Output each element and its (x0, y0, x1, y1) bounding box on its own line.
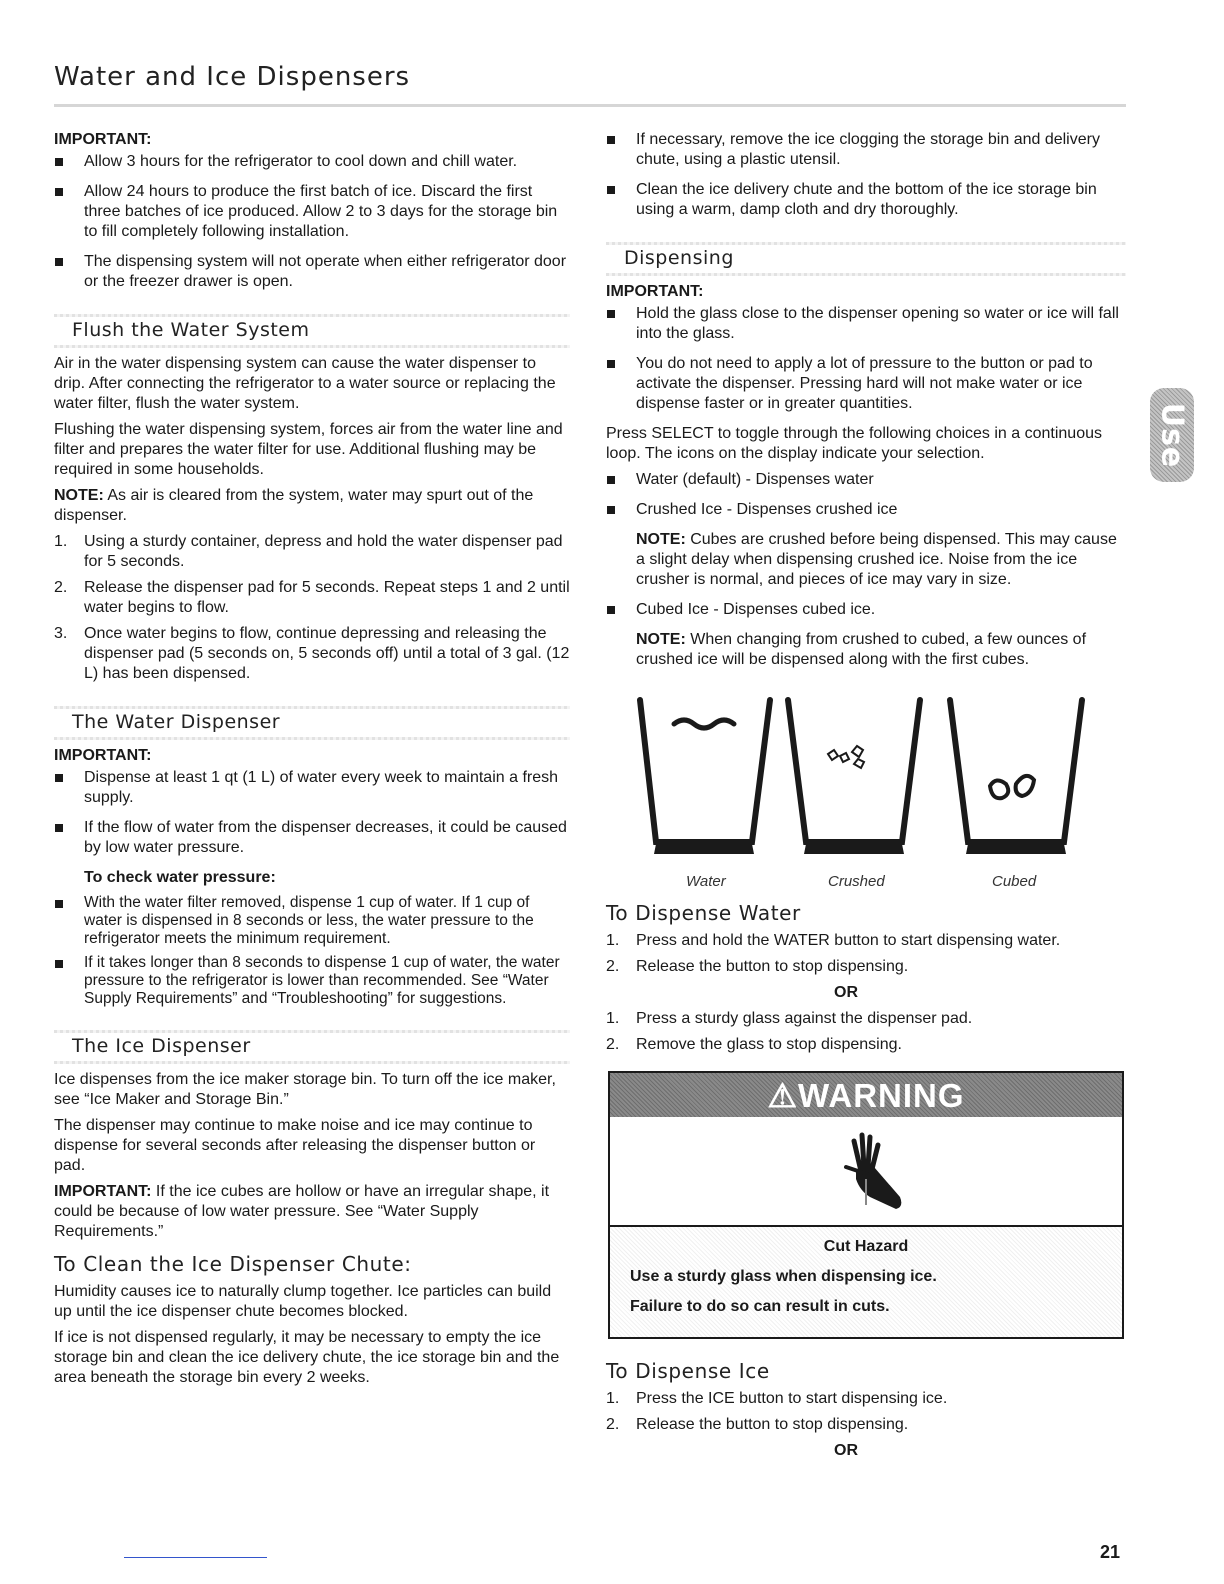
note (636, 630, 1126, 670)
step-item (606, 1009, 1126, 1029)
list-item: Clean the ice delivery chute and the bottom of the ice storage bin using a warm, damp cloth and dry thoroughly. (606, 180, 1126, 220)
title-rule (54, 104, 1126, 107)
step-number: 2. (606, 958, 620, 975)
check-pressure-heading: To check water pressure: (84, 869, 276, 886)
important-text: If the ice cubes are hollow or have an irregular shape, it could be because of low water pressure. See “Water Supply Requirements.” (54, 1183, 550, 1240)
choice-crushed (606, 500, 1126, 590)
note (54, 486, 570, 526)
important-list (54, 152, 570, 292)
page-number: 21 (1100, 1542, 1121, 1562)
note (636, 530, 1126, 590)
important-label: IMPORTANT: (54, 1183, 152, 1200)
step-item (54, 532, 570, 572)
list-item: Allow 24 hours to produce the first batch of ice. Discard the first three batches of ice produced. Allow 2 to 3 days for the storage bin to fill completely following installation. (54, 182, 570, 242)
warning-triangle-icon: ⚠ (767, 1077, 799, 1114)
step-number: 1. (606, 1010, 620, 1027)
step-item (606, 957, 1126, 977)
list-item: If necessary, remove the ice clogging the storage bin and delivery chute, using a plastic utensil. (606, 130, 1126, 170)
list-item: With the water filter removed, dispense 1 cup of water. If 1 cup of water is dispensed in 8 seconds or less, the water pressure to the refrigerator meets the minimum requirement. (54, 894, 570, 948)
caption-water: Water (686, 873, 726, 890)
choice-water: Water (default) - Dispenses water (606, 470, 1126, 490)
cubed-ice-glass-icon (950, 700, 1082, 854)
list-item: If the flow of water from the dispenser decreases, it could be caused by low water pressure. (54, 818, 570, 858)
step-number: 1. (606, 1390, 620, 1407)
section-heading-dispensing: Dispensing (606, 242, 1126, 272)
step-item (606, 931, 1126, 951)
paragraph: If ice is not dispensed regularly, it may be necessary to empty the ice storage bin and clean the ice delivery chute, the ice storage bin and the area beneath the storage bin every 2 weeks. (54, 1329, 560, 1386)
note-label: NOTE: (54, 487, 104, 504)
note-label: NOTE: (636, 531, 686, 548)
caption-cubed: Cubed (992, 873, 1037, 890)
footer-rule (124, 1557, 267, 1558)
warning-line: Failure to do so can result in cuts. (630, 1298, 890, 1315)
paragraph: Ice dispenses from the ice maker storage bin. To turn off the ice maker, see “Ice Maker and Storage Bin.” (54, 1071, 556, 1108)
check-pressure-list (54, 894, 570, 1008)
right-column (606, 130, 1126, 1467)
heading-clean-chute: To Clean the Ice Dispenser Chute: (54, 1252, 412, 1276)
heading-dispense-ice: To Dispense Ice (606, 1359, 770, 1383)
important-label: IMPORTANT: (54, 131, 152, 148)
important-note (54, 1182, 570, 1242)
caption-crushed: Crushed (828, 873, 885, 890)
water-dispenser-list (54, 768, 570, 858)
list-item: If it takes longer than 8 seconds to dispense 1 cup of water, the water pressure to the refrigerator is lower than recommended. See “Water Supply Requirements” and “Troubleshooting” for suggestions. (54, 954, 570, 1008)
note-label: NOTE: (636, 631, 686, 648)
choice-cubed-label: Cubed Ice - Dispenses cubed ice. (636, 601, 876, 618)
list-item: Hold the glass close to the dispenser opening so water or ice will fall into the glass. (606, 304, 1126, 344)
left-column (54, 130, 570, 1394)
warning-line: Use a sturdy glass when dispensing ice. (630, 1268, 937, 1285)
step-text: Using a sturdy container, depress and hold the water dispenser pad for 5 seconds. (84, 533, 563, 570)
step-number: 2. (606, 1036, 620, 1053)
heading-dispense-water: To Dispense Water (606, 901, 801, 925)
section-heading-flush: Flush the Water System (54, 314, 570, 344)
section-heading-water-dispenser: The Water Dispenser (54, 706, 570, 736)
step-number: 2. (54, 579, 68, 596)
step-item (606, 1389, 1126, 1409)
warning-text (610, 1227, 1122, 1337)
step-number: 2. (606, 1416, 620, 1433)
crushed-ice-glass-icon (788, 700, 920, 854)
warning-banner (610, 1073, 1122, 1117)
chute-cleaning-list (606, 130, 1126, 220)
page-title: Water and Ice Dispensers (54, 62, 411, 92)
water-glass-icon (640, 700, 770, 854)
dispense-ice-steps (606, 1389, 1126, 1435)
step-text: Release the button to stop dispensing. (636, 958, 909, 975)
step-text: Release the dispenser pad for 5 seconds. Repeat steps 1 and 2 until water begins to flow. (84, 579, 570, 616)
glass-icons-graphic (606, 694, 1126, 869)
list-item: The dispensing system will not operate when either refrigerator door or the freezer drawer is open. (54, 252, 570, 292)
list-item: You do not need to apply a lot of pressure to the button or pad to activate the dispenser. Pressing hard will not make water or ice dispense faster or in greater quantities. (606, 354, 1126, 414)
dispense-water-steps-b (606, 1009, 1126, 1055)
step-number: 3. (54, 625, 68, 642)
list-item: Dispense at least 1 qt (1 L) of water every week to maintain a fresh supply. (54, 768, 570, 808)
note-text: When changing from crushed to cubed, a few ounces of crushed ice will be dispensed along with the first cubes. (636, 631, 1087, 668)
step-item (606, 1415, 1126, 1435)
warning-title: WARNING (798, 1077, 965, 1114)
or-separator: OR (834, 984, 858, 1001)
hazard-title: Cut Hazard (823, 1238, 909, 1255)
step-text: Once water begins to flow, continue depressing and releasing the dispenser pad (5 seconds on, 5 seconds off) until a total of 3 gal. (12 L) has been dispensed. (84, 625, 570, 682)
step-text: Remove the glass to stop dispensing. (636, 1036, 902, 1053)
paragraph: The dispenser may continue to make noise and ice may continue to dispense for several seconds after releasing the dispenser button or pad. (54, 1117, 536, 1174)
important-label: IMPORTANT: (54, 747, 152, 764)
step-text: Press and hold the WATER button to start dispensing water. (636, 932, 1061, 949)
list-item: Allow 3 hours for the refrigerator to cool down and chill water. (54, 152, 570, 172)
cut-hazard-graphic (610, 1117, 1122, 1227)
warning-box (608, 1071, 1124, 1339)
cut-hand-icon (830, 1127, 910, 1217)
choice-cubed (606, 600, 1126, 670)
note-text: As air is cleared from the system, water may spurt out of the dispenser. (54, 487, 534, 524)
step-number: 1. (606, 932, 620, 949)
or-separator: OR (834, 1442, 858, 1459)
section-heading-ice-dispenser: The Ice Dispenser (54, 1030, 570, 1060)
step-item (54, 578, 570, 618)
step-number: 1. (54, 533, 68, 550)
important-label: IMPORTANT: (606, 283, 704, 300)
select-instructions: Press SELECT to toggle through the following choices in a continuous loop. The icons on the display indicate your selection. (606, 425, 1102, 462)
dispense-water-steps-a (606, 931, 1126, 977)
section-tab-use (1150, 388, 1194, 482)
choice-list (606, 470, 1126, 670)
paragraph: Air in the water dispensing system can cause the water dispenser to drip. After connecting the refrigerator to a water source or replacing the water filter, flush the water system. (54, 355, 556, 412)
dispensing-important-list (606, 304, 1126, 414)
step-text: Press the ICE button to start dispensing ice. (636, 1390, 948, 1407)
dispenser-icons (606, 694, 1126, 889)
step-text: Release the button to stop dispensing. (636, 1416, 909, 1433)
paragraph: Humidity causes ice to naturally clump together. Ice particles can build up until the ice dispenser chute becomes blocked. (54, 1283, 552, 1320)
choice-crushed-label: Crushed Ice - Dispenses crushed ice (636, 501, 898, 518)
section-tab-label: Use (1154, 402, 1190, 468)
note-text: Cubes are crushed before being dispensed. This may cause a slight delay when dispensing crushed ice. Noise from the ice crusher is normal, and pieces of ice may vary in size. (636, 531, 1117, 588)
flush-steps (54, 532, 570, 684)
step-item (606, 1035, 1126, 1055)
paragraph: Flushing the water dispensing system, forces air from the water line and filter and prepares the water filter for use. Additional flushing may be required in some households. (54, 421, 563, 478)
step-text: Press a sturdy glass against the dispenser pad. (636, 1010, 973, 1027)
step-item (54, 624, 570, 684)
